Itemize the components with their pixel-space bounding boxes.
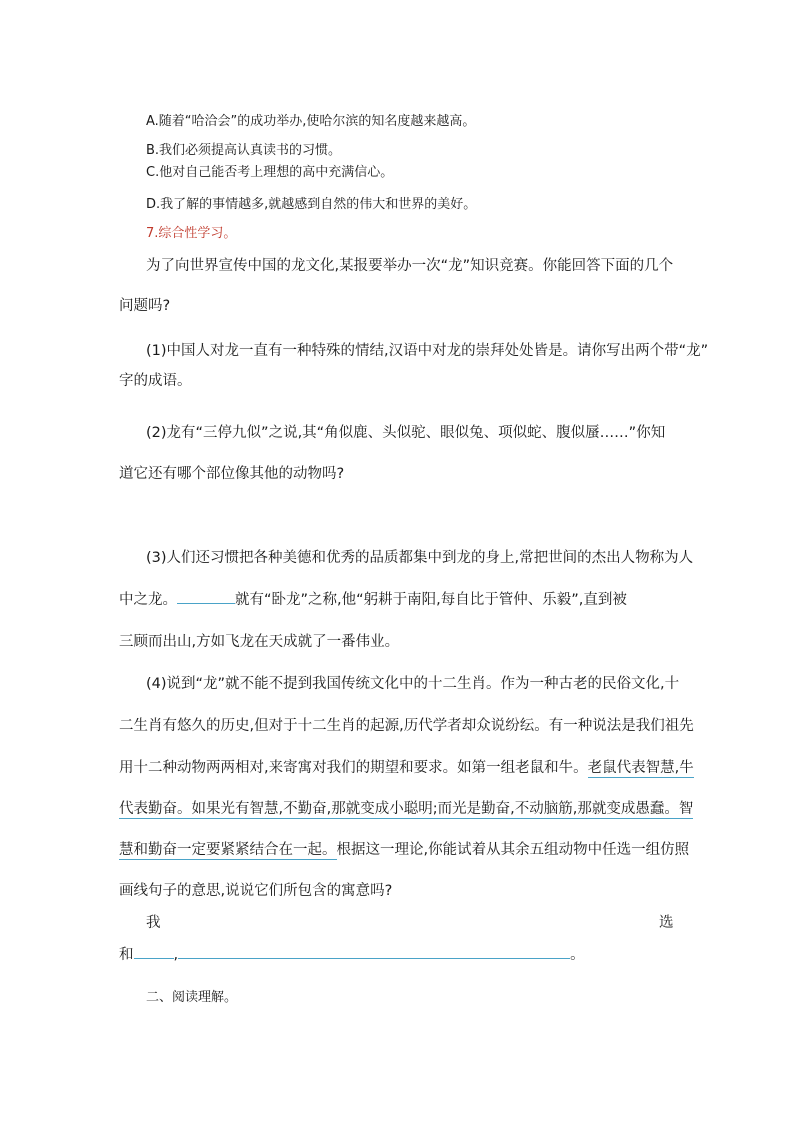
underlined-sentence-part-2: 代表勤奋。如果光有智慧,不勤奋,那就变成小聪明;而光是勤奋,不动脑筋,那就变成愚蠢。智	[119, 801, 694, 817]
question-4-instruction: 根据这一理论,你能试着从其余五组动物中任选一组仿照	[336, 842, 690, 858]
question-3-suffix: 就有“卧龙”之称,他“躬耕于南阳,每自比于管仲、乐毅”,直到被	[235, 592, 627, 608]
option-b: B.我们必须提高认真读书的习惯。	[146, 143, 342, 158]
question-3-line-2	[119, 588, 627, 609]
section-2-title: 二、阅读理解。	[146, 990, 238, 1005]
answer-comma: ,	[173, 947, 179, 963]
section-7-title: 7.综合性学习。	[146, 226, 237, 241]
answer-period: 。	[570, 947, 585, 963]
question-1-line-1: (1)中国人对龙一直有一种特殊的情结,汉语中对龙的崇拜处处皆是。请你写出两个带“龙”	[146, 343, 709, 359]
answer-line	[119, 943, 585, 964]
answer-and: 和	[119, 947, 134, 963]
question-2-line-2: 道它还有哪个部位像其他的动物吗?	[119, 466, 345, 482]
underlined-sentence-part-1: 老鼠代表智慧,牛	[587, 760, 694, 776]
question-1-line-2: 字的成语。	[119, 373, 192, 389]
answer-word-xuan: 选	[659, 915, 674, 931]
question-4-line-4	[119, 797, 693, 818]
question-4-line-6: 画线句子的意思,说说它们所包含的寓意吗?	[119, 883, 393, 899]
option-d: D.我了解的事情越多,就越感到自然的伟大和世界的美好。	[146, 197, 477, 212]
underlined-sentence-part-3: 慧和勤奋一定要紧紧结合在一起。	[119, 842, 337, 858]
option-a: A.随着“哈洽会”的成功举办,使哈尔滨的知名度越来越高。	[146, 114, 476, 129]
question-4-line-5	[119, 838, 689, 859]
question-4-text: 用十二种动物两两相对,来寄寓对我们的期望和要求。如第一组老鼠和牛。	[119, 760, 588, 776]
answer-blank-wolong[interactable]	[177, 589, 235, 604]
answer-word-wo: 我	[146, 915, 161, 931]
intro-line-1: 为了向世界宣传中国的龙文化,某报要举办一次“龙”知识竞赛。你能回答下面的几个	[146, 258, 674, 274]
question-3-line-3: 三顾而出山,方如飞龙在天成就了一番伟业。	[119, 634, 400, 650]
answer-blank-animal[interactable]	[134, 944, 174, 959]
question-2-line-1: (2)龙有“三停九似”之说,其“角似鹿、头似驼、眼似兔、项似蛇、腹似蜃……”你知	[146, 425, 666, 441]
question-4-line-2: 二生肖有悠久的历史,但对于十二生肖的起源,历代学者却众说纷纭。有一种说法是我们祖先	[119, 718, 694, 734]
question-3-line-1: (3)人们还习惯把各种美德和优秀的品质都集中到龙的身上,常把世间的杰出人物称为人	[146, 550, 694, 566]
question-3-prefix: 中之龙。	[119, 592, 177, 608]
question-4-line-3	[119, 756, 694, 777]
answer-blank-meaning[interactable]	[178, 944, 570, 959]
intro-line-2: 问题吗?	[119, 298, 171, 314]
question-4-line-1: (4)说到“龙”就不能不提到我国传统文化中的十二生肖。作为一种古老的民俗文化,十	[146, 676, 680, 692]
option-c: C.他对自己能否考上理想的高中充满信心。	[146, 165, 394, 180]
